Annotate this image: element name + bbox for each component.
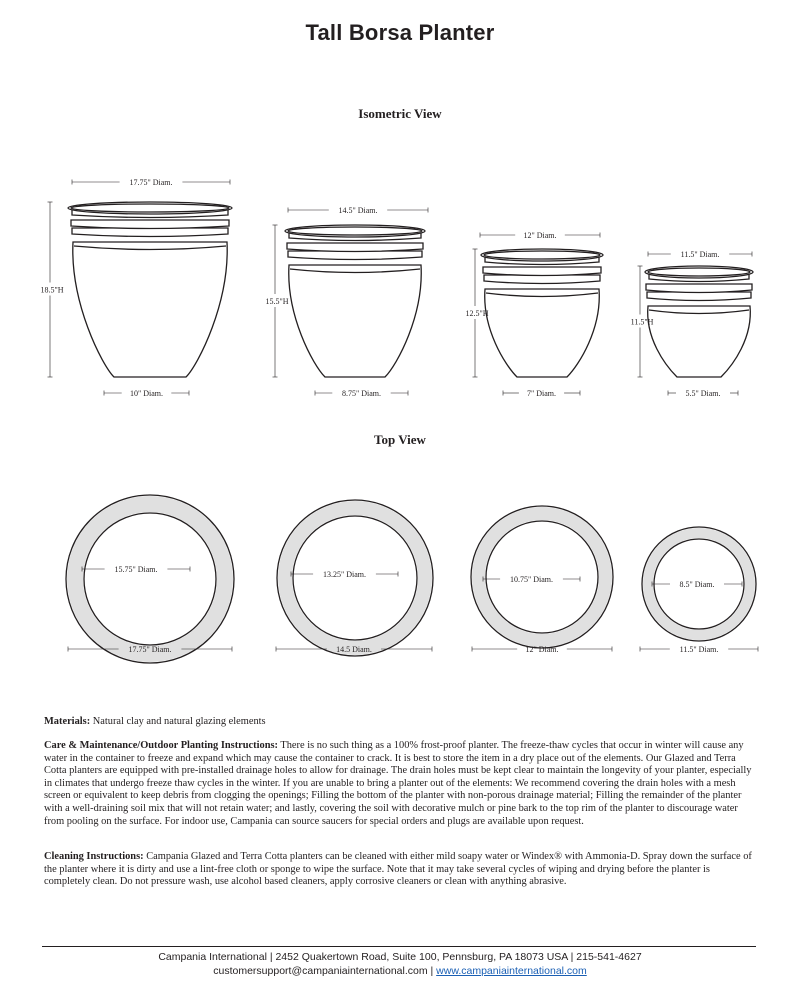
planter-4-band-2: [646, 284, 752, 293]
planter-3-band-1: [484, 275, 600, 284]
materials-paragraph: [44, 716, 756, 729]
planter-1-height-dimension-label: 18.5"H: [40, 285, 64, 295]
care-text: There is no such thing as a 100% frost-proof planter. The freeze-thaw cycles that occur in winter will cause any water in the container to freeze and expand which may cause the container to crack. It is best to store the item in a dry place out of the elements. Our Glazed and Terra Cotta planters are equipped with pre-installed drainage holes to allow for drainage. The drain holes must be kept clear to maintain the longevity of your planter, especially in climates that undergo freeze thaw cycles in the winter. If you are unable to bring a planter out of the elements: We recommend covering the drain holes with a mesh screen or equivalent to keep debris from clogging the openings; Filling the bottom of the planter with non-porous drainage material; Filling the remainder of the planter with a well-draining soil mix that will not retain water; and lastly, covering the soil with decorative mulch or pine bark to the top rim of the planter to discourage water from pooling on the surface. For indoor use, Campania can source saucers for special orders and plugs are available upon request.: [44, 740, 752, 827]
planter-2-band-1: [288, 251, 422, 260]
planter-4-height-dimension-label: 11.5"H: [630, 317, 654, 327]
planter-2-body: [289, 265, 421, 377]
planter-1-body: [73, 242, 227, 377]
planter-2-band-2: [287, 243, 423, 252]
planter-3-rim-dimension-label: 12" Diam.: [523, 230, 557, 240]
footer-email: customersupport@campaniainternational.com: [213, 965, 428, 977]
isometric-view-heading: Isometric View: [358, 106, 442, 121]
planter-2-base-dimension-label: 8.75" Diam.: [341, 388, 382, 398]
planter-4-inner-dimension-label: 8.5" Diam.: [679, 579, 715, 589]
planter-4-base-dimension-label: 5.5" Diam.: [685, 388, 721, 398]
footer-contact: [0, 965, 800, 977]
cleaning-label: Cleaning Instructions:: [44, 851, 144, 862]
planter-1-rim-inner: [71, 204, 229, 212]
planter-1-band-2: [71, 220, 229, 229]
materials-label: Materials:: [44, 716, 91, 727]
planter-2-rim-dimension-label: 14.5" Diam.: [338, 205, 378, 215]
planter-3-band-2: [483, 267, 601, 276]
planter-1-inner-dimension-label: 15.75" Diam.: [114, 564, 158, 574]
page-title: Tall Borsa Planter: [305, 20, 495, 45]
planter-3-height-dimension-label: 12.5"H: [465, 309, 489, 318]
top-view-heading: Top View: [374, 432, 426, 447]
planter-1-rim-dimension-label: 17.75" Diam.: [129, 177, 173, 187]
planter-4-band-1: [647, 292, 751, 301]
planter-3-inner-dimension-label: 10.75" Diam.: [509, 574, 554, 584]
planter-2-inner-dimension-label: 13.25" Diam.: [322, 569, 367, 579]
planter-4-rim-inner: [648, 268, 750, 276]
materials-text: Natural clay and natural glazing elements: [90, 716, 266, 727]
cleaning-paragraph: [44, 851, 756, 889]
planter-1-base-dimension-label: 10" Diam.: [129, 388, 164, 398]
planter-3-outer-dimension-label: 12" Diam.: [525, 644, 559, 654]
website-link[interactable]: www.campaniainternational.com: [436, 965, 587, 977]
footer-divider: [42, 946, 756, 947]
care-label: Care & Maintenance/Outdoor Planting Instructions:: [44, 740, 278, 751]
planter-4-outer-dimension-label: 11.5" Diam.: [679, 644, 719, 654]
footer-address: Campania International | 2452 Quakertown Road, Suite 100, Pennsburg, PA 18073 USA | 215-541-4627: [158, 951, 642, 963]
planter-2-rim-inner: [288, 227, 422, 235]
care-paragraph: [44, 740, 756, 828]
planter-4-body: [648, 306, 751, 377]
planter-1-top-inner-circle: [84, 513, 216, 645]
cleaning-text: Campania Glazed and Terra Cotta planters can be cleaned with either mild soapy water or Windex® with Ammonia-D. Spray down the surface of the planter where it is dirty and use a lint-free cloth or sponge to wipe the surface. Note that it may take several cycles of wiping and drying before the planter is completely clean. Do not pressure wash, use alcohol based cleaners, apply corrosive cleaners or clean with anything abrasive.: [44, 851, 752, 888]
planter-3-rim-inner: [484, 251, 600, 259]
planter-4-rim-dimension-label: 11.5" Diam.: [680, 249, 720, 259]
planter-3-body: [485, 289, 600, 377]
planter-2-height-dimension-label: 15.5"H: [265, 297, 289, 306]
planter-2-outer-dimension-label: 14.5 Diam.: [336, 644, 372, 654]
planter-1-outer-dimension-label: 17.75" Diam.: [128, 644, 172, 654]
planter-3-base-dimension-label: 7" Diam.: [526, 388, 557, 398]
planter-1-band-1: [72, 228, 228, 237]
footer-separator: |: [427, 965, 437, 977]
